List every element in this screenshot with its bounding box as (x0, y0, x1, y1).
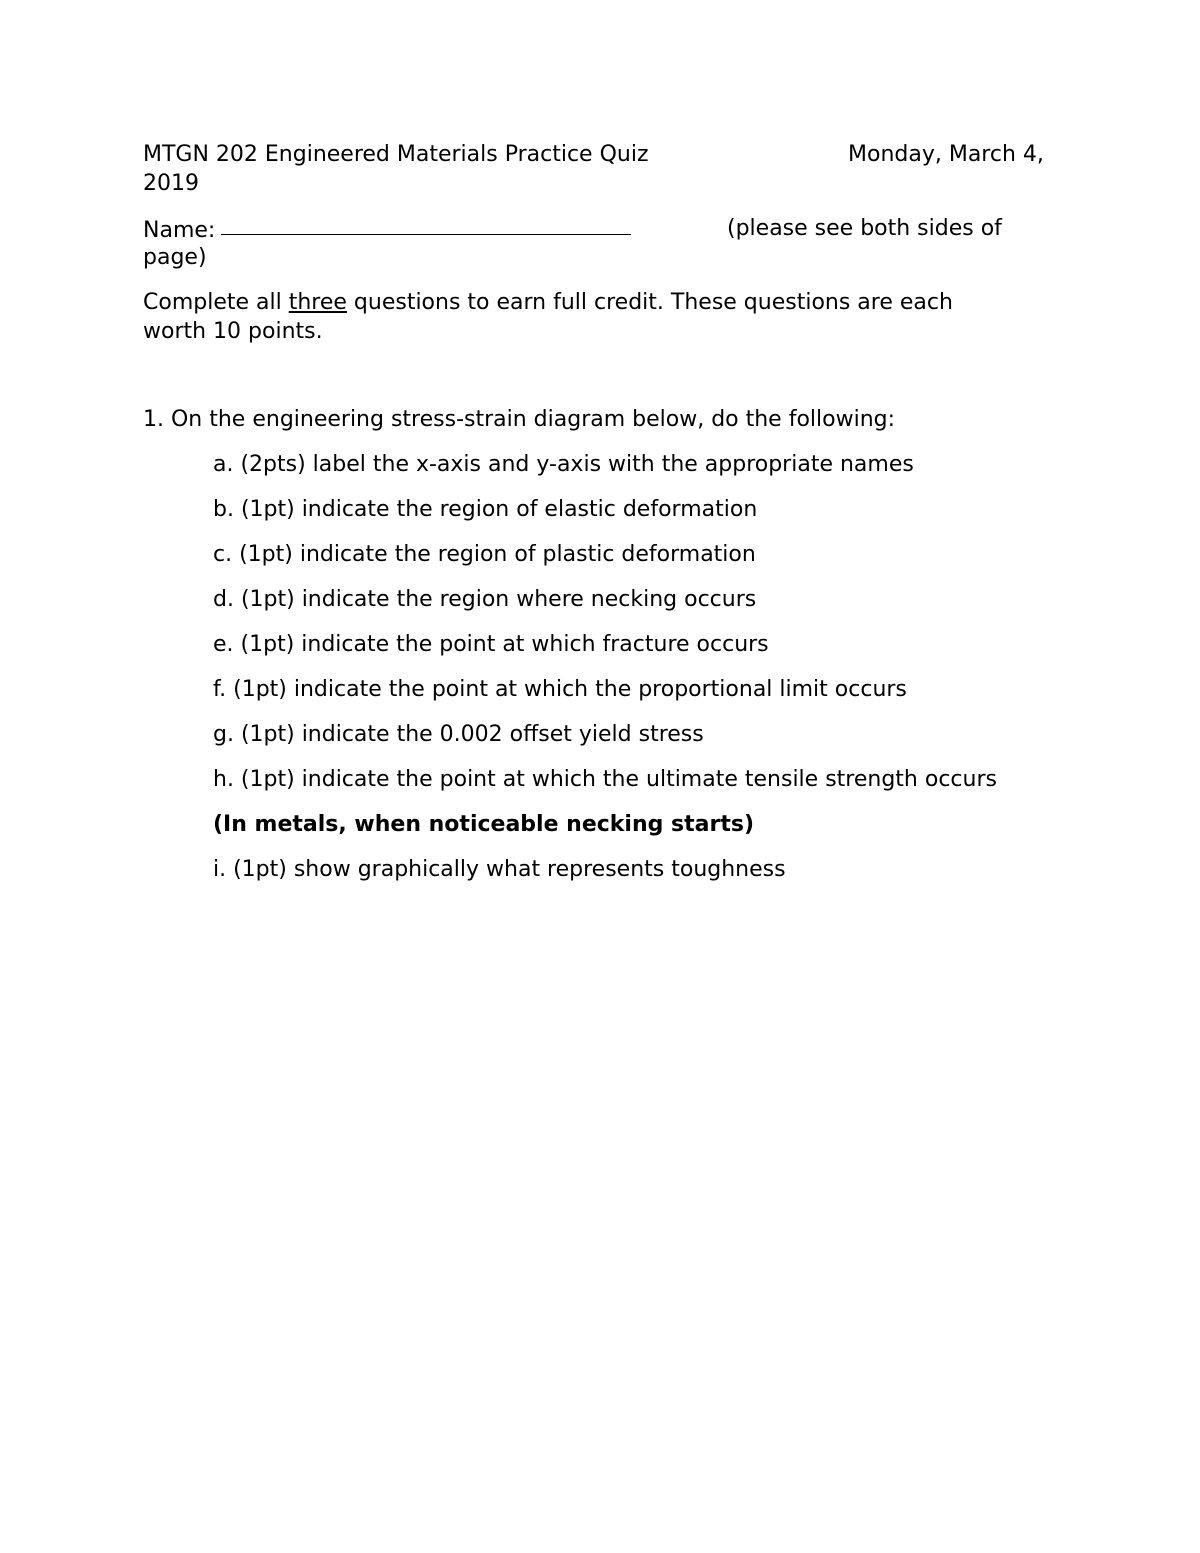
question-item-c: c. (1pt) indicate the region of plastic deformation (213, 542, 756, 567)
both-sides-note: (please see both sides of (727, 216, 1002, 241)
question-item-h-note: (In metals, when noticeable necking starts) (213, 812, 754, 837)
question-item-i: i. (1pt) show graphically what represents toughness (213, 857, 786, 882)
name-label: Name: (143, 218, 216, 243)
instructions-emphasis: three (288, 290, 347, 315)
question-item-e: e. (1pt) indicate the point at which fracture occurs (213, 632, 769, 657)
question-item-b: b. (1pt) indicate the region of elastic deformation (213, 497, 758, 522)
question-item-g: g. (1pt) indicate the 0.002 offset yield stress (213, 722, 704, 747)
name-blank-line[interactable] (221, 212, 631, 235)
instructions-after: questions to earn full credit. These questions are each (346, 290, 953, 315)
quiz-date-year: 2019 (143, 171, 199, 196)
question-1-items (213, 450, 1043, 900)
name-section (143, 214, 1043, 272)
question-1-prompt: 1. On the engineering stress-strain diagram below, do the following: (143, 407, 896, 432)
question-item-h: h. (1pt) indicate the point at which the ultimate tensile strength occurs (213, 767, 997, 792)
question-item-f: f. (1pt) indicate the point at which the proportional limit occurs (213, 677, 907, 702)
instructions-line2: worth 10 points. (143, 319, 323, 344)
question-item-d: d. (1pt) indicate the region where necking occurs (213, 587, 757, 612)
quiz-page (143, 140, 1043, 900)
instructions (143, 288, 1043, 346)
instructions-before: Complete all (143, 290, 289, 315)
quiz-date: Monday, March 4, (848, 142, 1044, 167)
question-item-a: a. (2pts) label the x-axis and y-axis with the appropriate names (213, 452, 914, 477)
header-line (143, 140, 1043, 169)
both-sides-note-continued: page) (143, 245, 207, 270)
quiz-title: MTGN 202 Engineered Materials Practice Quiz (143, 142, 649, 167)
